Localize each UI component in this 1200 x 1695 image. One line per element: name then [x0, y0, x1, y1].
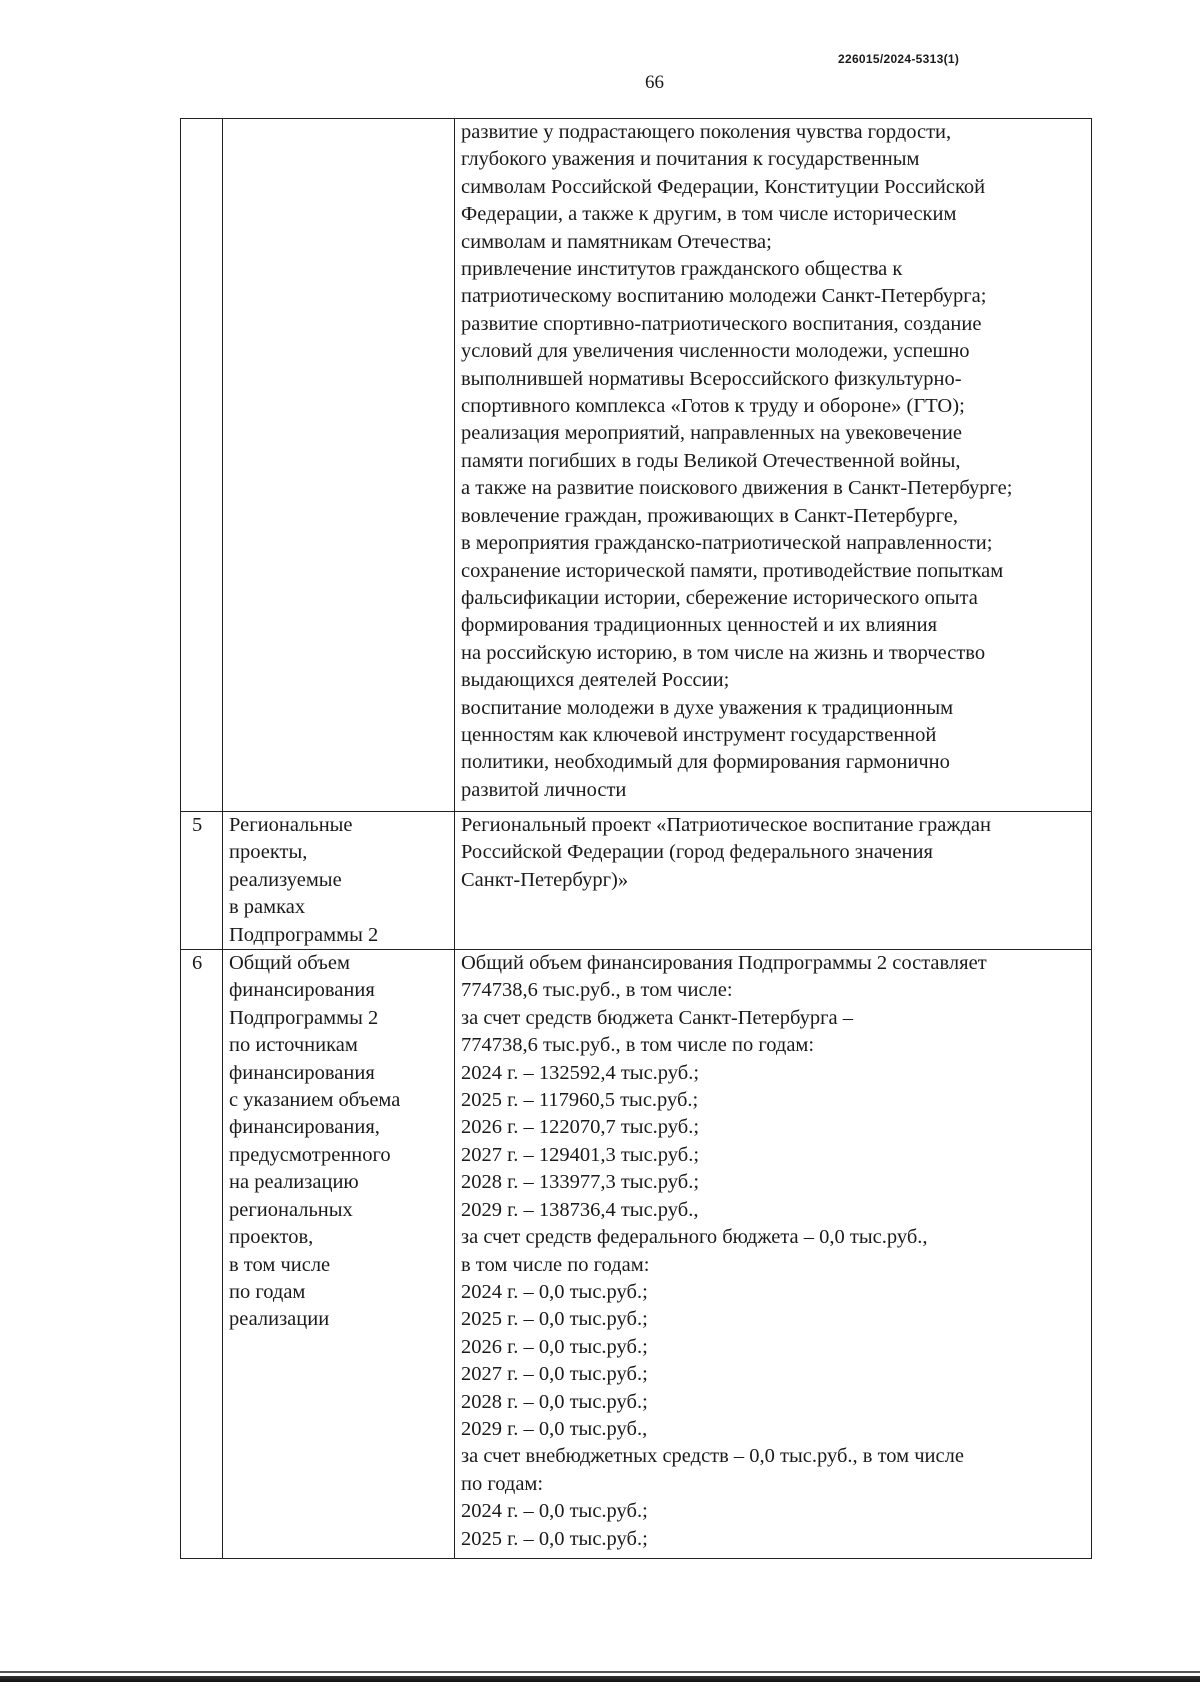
- row-number-cell: [181, 119, 223, 812]
- text-line: 2029 г. – 138736,4 тыс.руб.,: [461, 1198, 699, 1221]
- text-line: ценностям как ключевой инструмент государственной: [461, 723, 937, 746]
- text-line: 2026 г. – 122070,7 тыс.руб.;: [461, 1116, 700, 1139]
- text-line: за счет внебюджетных средств – 0,0 тыс.руб., в том числе: [461, 1445, 964, 1468]
- text-line: 2028 г. – 0,0 тыс.руб.;: [461, 1390, 648, 1413]
- text-line: символам и памятникам Отечества;: [461, 230, 772, 253]
- text-line: с указанием объема: [229, 1089, 401, 1112]
- page-number: 66: [645, 72, 664, 93]
- text-line: 2024 г. – 0,0 тыс.руб.;: [461, 1280, 648, 1303]
- text-line: реализуемые: [229, 868, 342, 891]
- text-line: глубокого уважения и почитания к государственным: [461, 148, 920, 171]
- text-line: фальсификации истории, сбережение исторического опыта: [461, 586, 978, 609]
- row-label-cell: [223, 950, 455, 1559]
- text-line: привлечение институтов гражданского общества к: [461, 258, 903, 281]
- scan-edge-line: [0, 1671, 1200, 1673]
- text-line: Российской Федерации (город федерального значения: [461, 841, 933, 864]
- text-line: спортивного комплекса «Готов к труду и обороне» (ГТО);: [461, 395, 965, 418]
- text-line: 2025 г. – 0,0 тыс.руб.;: [461, 1527, 648, 1550]
- scan-edge-bar: [0, 1676, 1200, 1682]
- text-line: памяти погибших в годы Великой Отечественной войны,: [461, 449, 961, 472]
- text-line: финансирования: [229, 1061, 375, 1084]
- text-line: финансирования,: [229, 1116, 380, 1139]
- program-passport-table: [180, 118, 1092, 1559]
- text-line: 2028 г. – 133977,3 тыс.руб.;: [461, 1171, 700, 1194]
- text-line: формирования традиционных ценностей и их влияния: [461, 614, 938, 637]
- text-line: в том числе: [229, 1253, 331, 1276]
- text-line: на российскую историю, в том числе на жизнь и творчество: [461, 641, 986, 664]
- text-line: региональных: [229, 1198, 353, 1221]
- text-line: проекты,: [229, 841, 308, 864]
- row-content-cell: [455, 812, 1092, 950]
- text-line: воспитание молодежи в духе уважения к традиционным: [461, 696, 954, 719]
- text-line: Санкт-Петербург)»: [461, 868, 629, 891]
- text-line: выдающихся деятелей России;: [461, 669, 730, 692]
- text-line: 2029 г. – 0,0 тыс.руб.,: [461, 1417, 648, 1440]
- text-line: 2025 г. – 117960,5 тыс.руб.;: [461, 1089, 699, 1112]
- text-line: выполнившей нормативы Всероссийского физкультурно-: [461, 367, 962, 390]
- text-line: символам Российской Федерации, Конституции Российской: [461, 175, 986, 198]
- text-line: Региональный проект «Патриотическое воспитание граждан: [461, 814, 991, 836]
- text-line: 774738,6 тыс.руб., в том числе по годам:: [461, 1034, 815, 1057]
- text-line: 774738,6 тыс.руб., в том числе:: [461, 979, 733, 1002]
- text-line: реализация мероприятий, направленных на увековечение: [461, 422, 962, 445]
- text-line: политики, необходимый для формирования гармонично: [461, 751, 950, 774]
- text-line: 2027 г. – 0,0 тыс.руб.;: [461, 1363, 648, 1386]
- text-line: предусмотренного: [229, 1143, 391, 1166]
- text-line: 2024 г. – 132592,4 тыс.руб.;: [461, 1061, 700, 1084]
- text-line: 2027 г. – 129401,3 тыс.руб.;: [461, 1143, 700, 1166]
- text-line: по годам:: [461, 1472, 544, 1495]
- document-id: 226015/2024-5313(1): [838, 52, 960, 66]
- text-line: сохранение исторической памяти, противодействие попыткам: [461, 559, 1004, 582]
- text-line: в том числе по годам:: [461, 1253, 650, 1276]
- text-line: развитой личности: [461, 778, 627, 801]
- table-row: [181, 950, 1092, 1559]
- text-line: в рамках: [229, 896, 306, 919]
- text-line: Федерации, а также к другим, в том числе историческим: [461, 203, 957, 226]
- text-line: 2025 г. – 0,0 тыс.руб.;: [461, 1308, 648, 1331]
- text-line: проектов,: [229, 1226, 314, 1249]
- text-line: на реализацию: [229, 1171, 359, 1194]
- text-line: по годам: [229, 1280, 306, 1303]
- row-number-cell: 6: [181, 950, 223, 1559]
- row-label-cell: [223, 812, 455, 950]
- text-line: Подпрограммы 2: [229, 1006, 379, 1029]
- text-line: по источникам: [229, 1034, 358, 1057]
- text-line: условий для увеличения численности молодежи, успешно: [461, 340, 970, 363]
- text-line: патриотическому воспитанию молодежи Санкт-Петербурга;: [461, 285, 987, 308]
- text-line: 2026 г. – 0,0 тыс.руб.;: [461, 1335, 648, 1358]
- row-label-cell: [223, 119, 455, 812]
- row-number-cell: 5: [181, 812, 223, 950]
- text-line: Общий объем: [229, 952, 350, 975]
- text-line: в мероприятия гражданско-патриотической направленности;: [461, 532, 993, 555]
- text-line: финансирования: [229, 979, 375, 1002]
- text-line: развитие у подрастающего поколения чувства гордости,: [461, 121, 952, 143]
- table-row: [181, 119, 1092, 812]
- row-content-cell: [455, 950, 1092, 1559]
- text-line: вовлечение граждан, проживающих в Санкт-Петербурге,: [461, 504, 959, 527]
- text-line: а также на развитие поискового движения в Санкт-Петербурге;: [461, 477, 1013, 500]
- text-line: Подпрограммы 2: [229, 923, 379, 946]
- text-line: за счет средств бюджета Санкт-Петербурга –: [461, 1006, 853, 1029]
- text-line: развитие спортивно-патриотического воспитания, создание: [461, 312, 982, 335]
- text-line: реализации: [229, 1308, 330, 1331]
- text-line: Региональные: [229, 814, 353, 836]
- text-line: за счет средств федерального бюджета – 0,0 тыс.руб.,: [461, 1226, 928, 1249]
- text-line: 2024 г. – 0,0 тыс.руб.;: [461, 1500, 648, 1523]
- row-content-cell: [455, 119, 1092, 812]
- table-row: [181, 812, 1092, 950]
- text-line: Общий объем финансирования Подпрограммы 2 составляет: [461, 952, 987, 975]
